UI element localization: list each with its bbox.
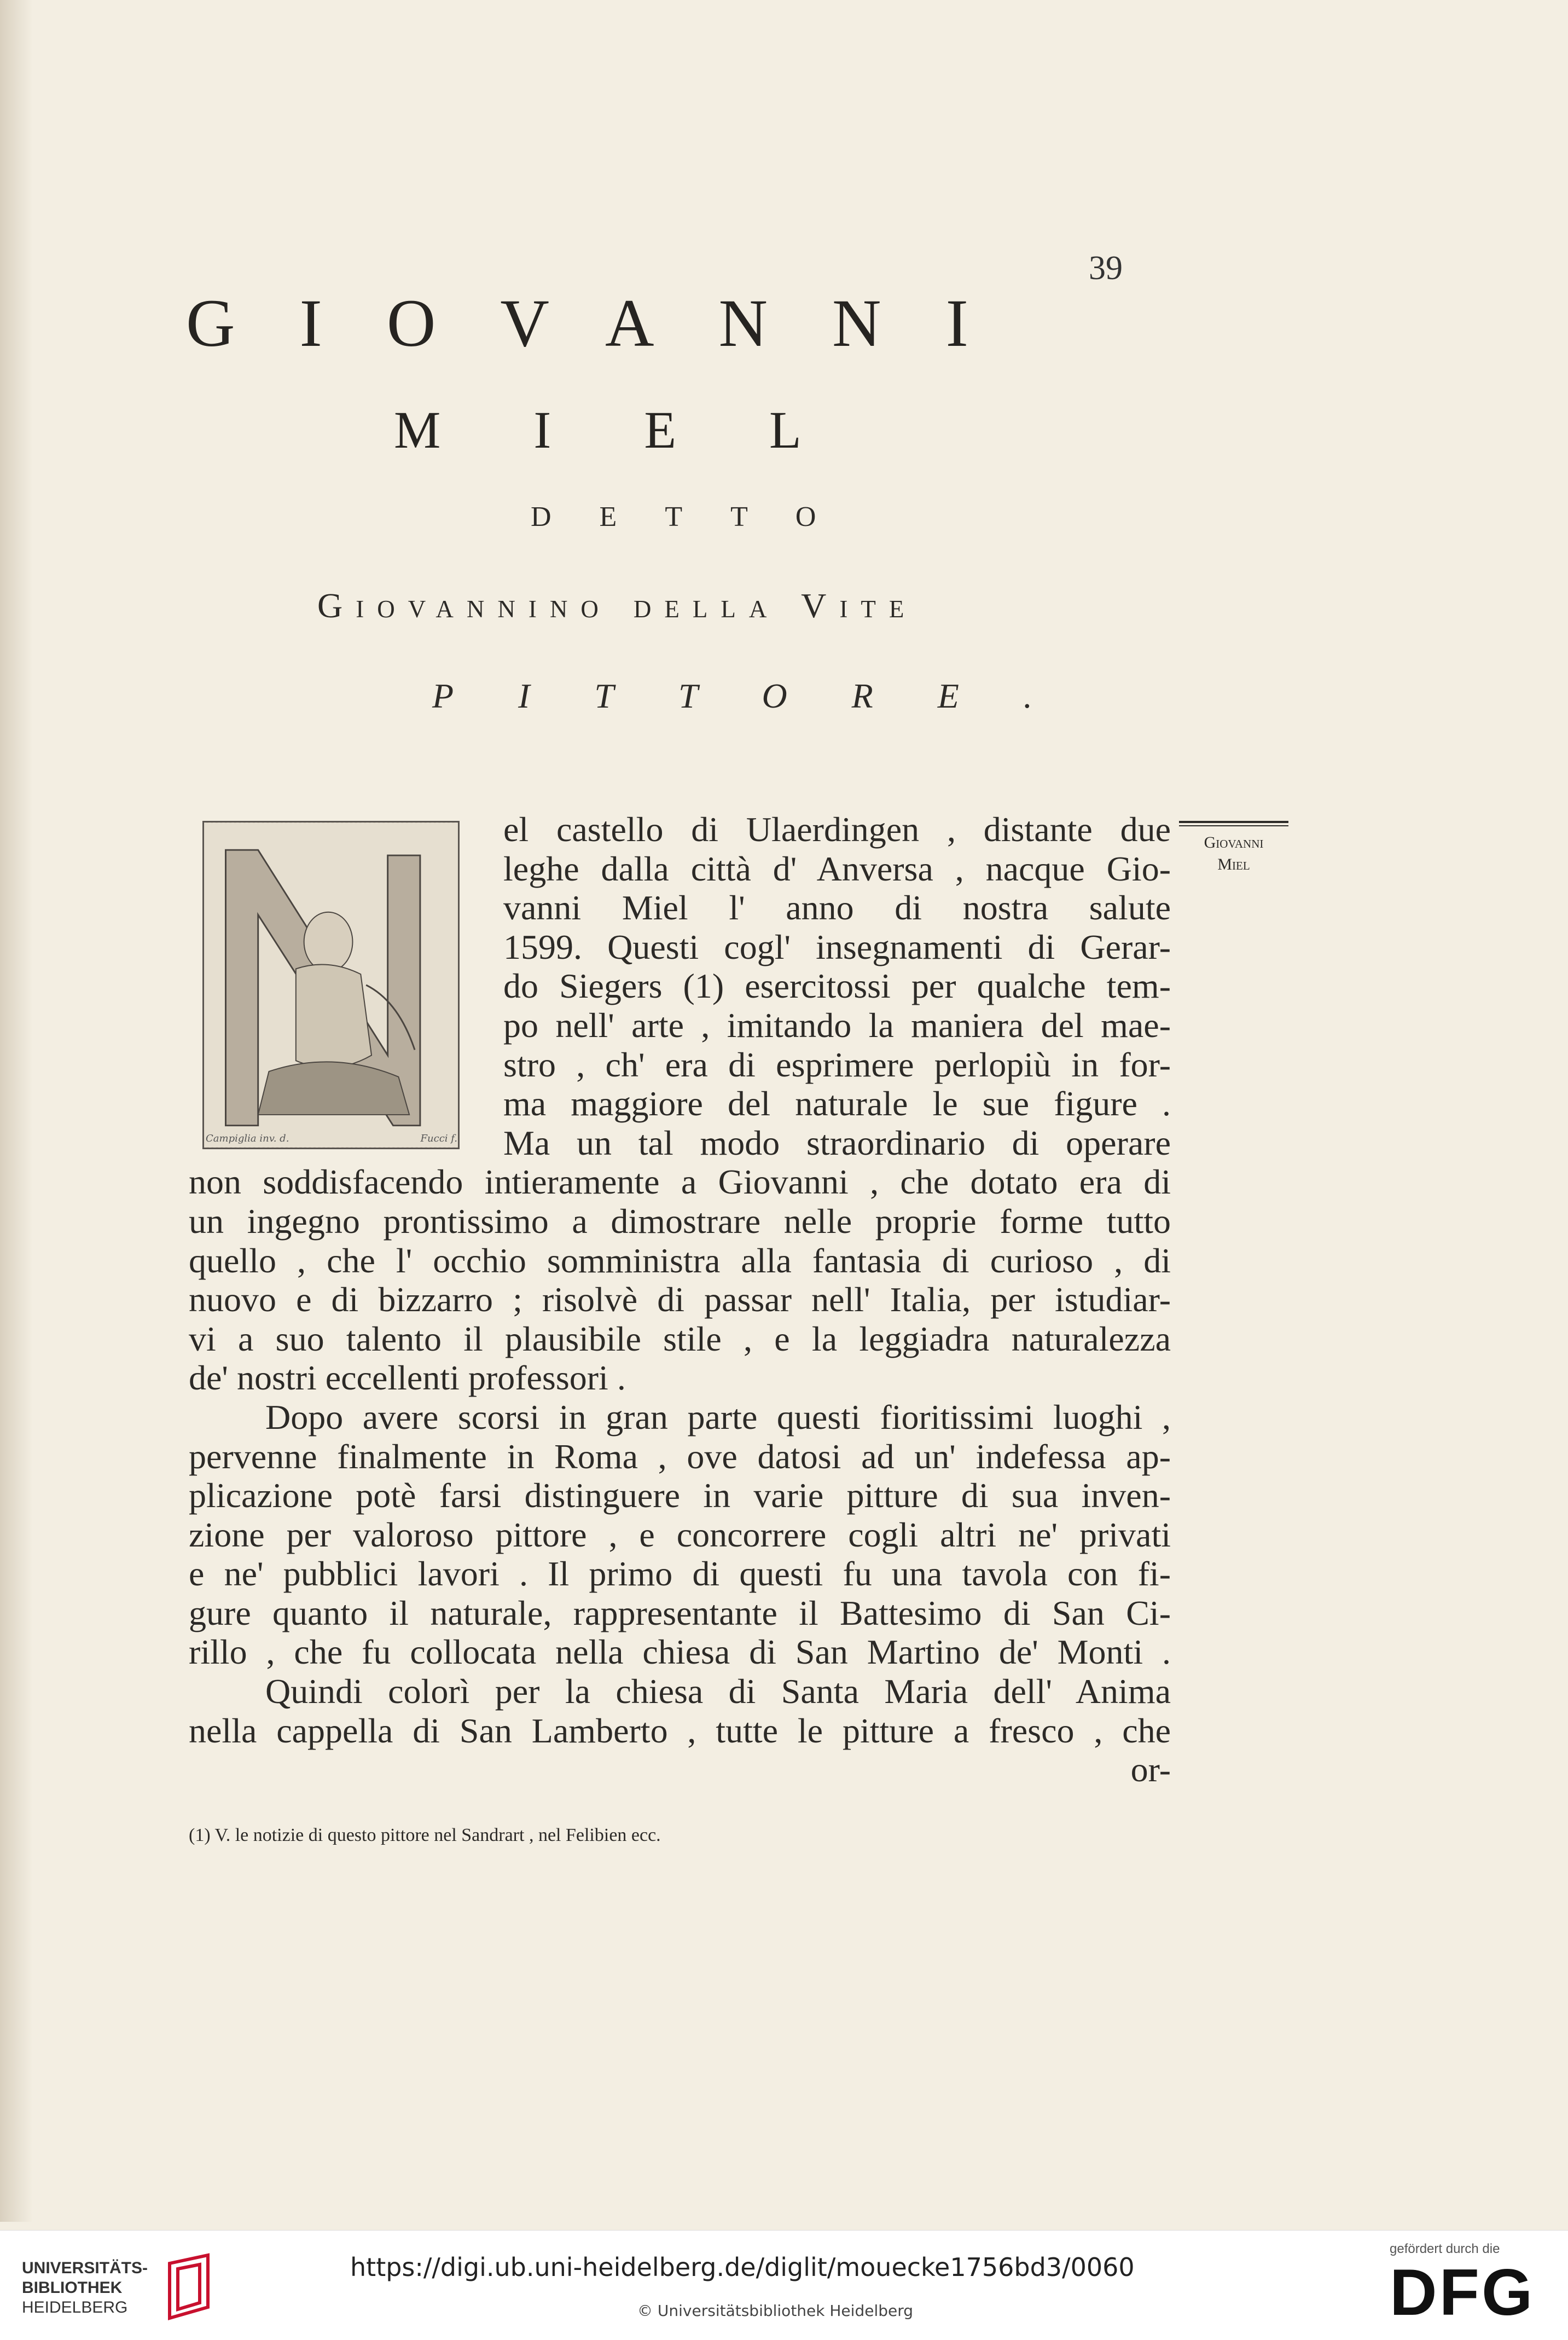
profession-heading: PITTORE. — [432, 676, 1097, 715]
body-line: de' nostri eccellenti professori . — [189, 1358, 626, 1398]
margin-rule — [1179, 821, 1288, 826]
page-subtitle: MIEL — [394, 401, 895, 459]
dfg-wordmark: DFG — [1390, 2256, 1535, 2329]
body-line-catchword: or- — [1130, 1750, 1171, 1789]
body-line: vi a suo talento il plausibile stile , e la leggiadra naturalezza — [189, 1319, 1171, 1358]
body-line: e ne' pubblici lavori . Il primo di questi fu una tavola con fi- — [189, 1554, 1171, 1594]
body-line: Quindi colorì per la chiesa di Santa Maria dell' Anima — [265, 1672, 1171, 1711]
page-url-link[interactable]: https://digi.ub.uni-heidelberg.de/diglit/mouecke1756bd3/0060 — [350, 2252, 1135, 2282]
funded-by-text: gefördert durch die — [1390, 2241, 1500, 2256]
body-line: do Siegers (1) esercitossi per qualche tem- — [503, 966, 1171, 1006]
body-line: el castello di Ulaerdingen , distante due — [503, 810, 1171, 849]
margin-note-line2: Miel — [1217, 855, 1250, 873]
body-line: rillo , che fu collocata nella chiesa di San Martino de' Monti . — [189, 1632, 1171, 1672]
page-title: GIOVANNI — [186, 286, 1033, 361]
body-line: Dopo avere scorsi in gran parte questi fioritissimi luoghi , — [265, 1397, 1171, 1437]
library-line3: HEIDELBERG — [22, 2298, 128, 2316]
library-emblem-icon — [159, 2252, 219, 2324]
margin-note — [1179, 821, 1288, 876]
page-number: 39 — [1089, 250, 1123, 287]
copyright-text: © Universitätsbibliothek Heidelberg — [637, 2302, 914, 2320]
body-line: plicazione potè farsi distinguere in varie pitture di sua inven- — [189, 1476, 1171, 1515]
body-line: un ingegno prontissimo a dimostrare nelle proprie forme tutto — [189, 1201, 1171, 1241]
viewer-footer — [0, 2230, 1568, 2340]
body-text — [189, 810, 1171, 1789]
library-line1: UNIVERSITÄTS- — [22, 2259, 148, 2277]
page-edge-shadow — [0, 0, 33, 2222]
library-line2: BIBLIOTHEK — [22, 2279, 123, 2297]
body-line: non soddisfacendo intieramente a Giovanni , che dotato era di — [189, 1162, 1171, 1202]
body-line: nuovo e di bizzarro ; risolvè di passar nell' Italia, per istudiar- — [189, 1280, 1171, 1319]
body-line: stro , ch' era di esprimere perlopiù in for- — [503, 1045, 1171, 1084]
engraver-left: Campiglia inv. d. — [206, 1133, 289, 1144]
detto-heading: DETTO — [531, 501, 864, 532]
engraver-right: Fucci f. — [420, 1133, 457, 1144]
footnote: (1) V. le notizie di questo pittore nel Sandrart , nel Felibien ecc. — [189, 1825, 661, 1845]
body-line: zione per valoroso pittore , e concorrere cogli altri ne' privati — [189, 1515, 1171, 1554]
body-line: leghe dalla città d' Anversa , nacque Gio- — [503, 849, 1171, 888]
body-line: nella cappella di San Lamberto , tutte le pitture a fresco , che — [189, 1711, 1171, 1750]
body-line: gure quanto il naturale, rappresentante il Battesimo di San Ci- — [189, 1593, 1171, 1632]
body-line: 1599. Questi cogl' insegnamenti di Gerar- — [503, 927, 1171, 966]
dfg-logo[interactable] — [1390, 2241, 1535, 2328]
body-line: pervenne finalmente in Roma , ove datosi ad un' indefessa ap- — [189, 1437, 1171, 1476]
margin-note-line1: Giovanni — [1204, 833, 1264, 852]
body-line: ma maggiore del naturale le sue figure . — [503, 1084, 1171, 1123]
body-line: Ma un tal modo straordinario di operare — [503, 1123, 1171, 1162]
body-line: vanni Miel l' anno di nostra salute — [503, 888, 1171, 928]
body-line: quello , che l' occhio somministra alla fantasia di curioso , di — [189, 1241, 1171, 1280]
library-name — [22, 2258, 148, 2318]
library-logo[interactable] — [22, 2252, 219, 2324]
alias-heading: Giovannino della Vite — [317, 586, 917, 625]
body-line: po nell' arte , imitando la maniera del mae- — [503, 1005, 1171, 1045]
